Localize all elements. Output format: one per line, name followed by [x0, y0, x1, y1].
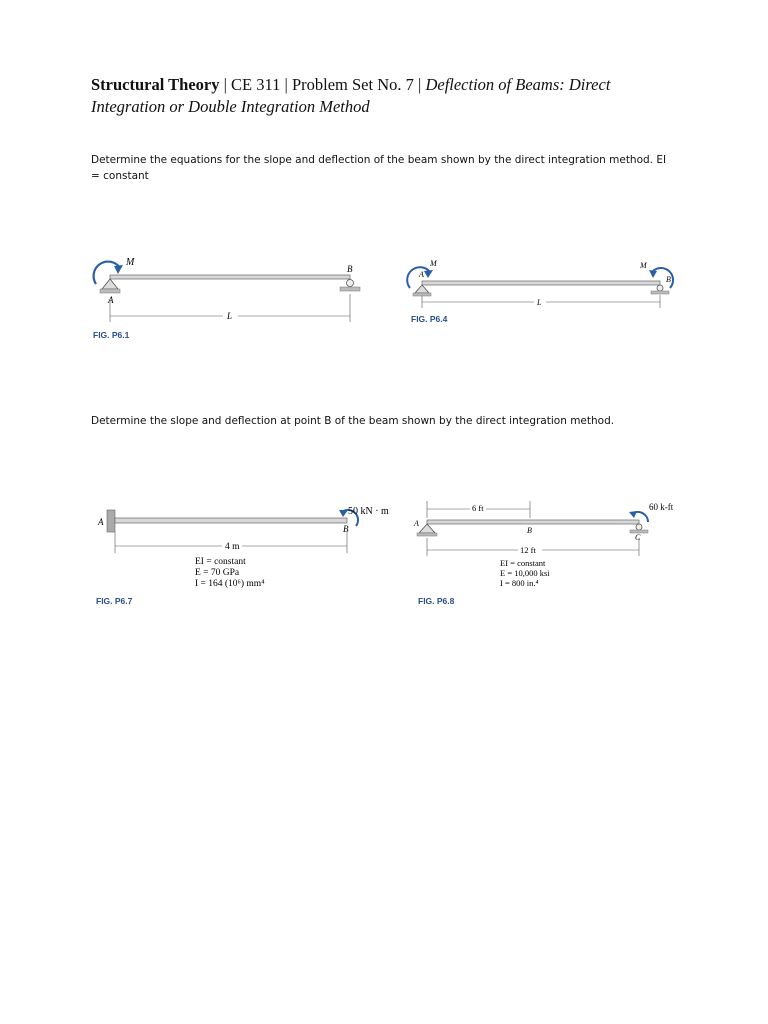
moment-right-label: M	[640, 261, 647, 270]
support-base	[651, 291, 669, 294]
support-base	[340, 287, 360, 291]
topic-line-1: Deflection of Beams: Direct	[425, 75, 611, 94]
roller-support	[347, 280, 354, 287]
beam	[422, 281, 660, 285]
course-code: CE 311	[231, 75, 281, 94]
roller-support	[636, 524, 642, 530]
span-label: L	[227, 311, 233, 321]
figure-p6-7	[92, 498, 402, 613]
support-base	[630, 530, 648, 533]
moment-label: M	[126, 257, 135, 268]
fixed-end-label: A	[98, 517, 104, 527]
support-c-label: C	[635, 533, 641, 542]
beam	[115, 518, 347, 523]
pin-support	[419, 524, 435, 533]
support-b-label: B	[347, 264, 353, 274]
moment-label: 60 k-ft	[649, 502, 674, 512]
fixed-wall	[107, 510, 115, 532]
support-a-label: A	[414, 519, 419, 528]
property-ei: EI = constant	[500, 558, 546, 568]
separator: |	[413, 75, 426, 94]
beam	[427, 520, 639, 524]
property-i: I = 164 (10⁶) mm⁴	[195, 579, 265, 589]
moment-arrowhead	[629, 511, 637, 518]
span-label: 12 ft	[520, 545, 536, 555]
moment-label: 50 kN · m	[348, 506, 389, 517]
figure-caption: FIG. P6.4	[411, 314, 448, 324]
separator: |	[219, 75, 232, 94]
property-ei: EI = constant	[195, 557, 246, 567]
moment-left-label: M	[430, 259, 437, 268]
figure-p6-8	[408, 496, 698, 616]
figure-p6-1	[88, 252, 368, 347]
moment-arrowhead	[424, 270, 433, 278]
span-label: L	[537, 298, 542, 307]
moment-arrowhead	[114, 265, 123, 274]
separator: |	[280, 75, 292, 94]
topic-line-2: Integration or Double Integration Method	[91, 97, 370, 116]
beam	[110, 275, 350, 279]
instruction-2: Determine the slope and deflection at point B of the beam shown by the direct integration method.	[91, 415, 615, 427]
moment-arrowhead	[339, 510, 348, 517]
support-base	[413, 293, 431, 296]
support-a-label: A	[419, 270, 424, 279]
support-base	[100, 289, 120, 293]
property-i: I = 800 in.⁴	[500, 578, 539, 588]
pin-support	[415, 285, 429, 293]
moment-arrowhead	[649, 270, 657, 278]
point-b-label: B	[527, 526, 532, 535]
course-title: Structural Theory	[91, 75, 220, 94]
support-b-label: B	[666, 275, 671, 284]
problem-set: Problem Set No. 7	[291, 75, 414, 94]
property-e: E = 70 GPa	[195, 568, 240, 578]
moment-arrow	[94, 262, 120, 284]
figure-p6-4	[404, 258, 684, 333]
support-a-label: A	[108, 295, 114, 305]
free-end-label: B	[343, 524, 349, 534]
support-base	[417, 533, 437, 536]
figure-caption: FIG. P6.8	[418, 596, 455, 606]
roller-support	[657, 285, 663, 291]
pin-support	[102, 279, 118, 289]
document-header	[91, 74, 691, 118]
instruction-1: Determine the equations for the slope and deflection of the beam shown by the direct integration method. EI = constant	[91, 154, 667, 182]
property-e: E = 10,000 ksi	[500, 568, 550, 578]
dim-to-b-label: 6 ft	[472, 503, 484, 513]
figure-caption: FIG. P6.1	[93, 330, 130, 340]
span-label: 4 m	[225, 542, 240, 552]
figure-caption: FIG. P6.7	[96, 596, 133, 606]
